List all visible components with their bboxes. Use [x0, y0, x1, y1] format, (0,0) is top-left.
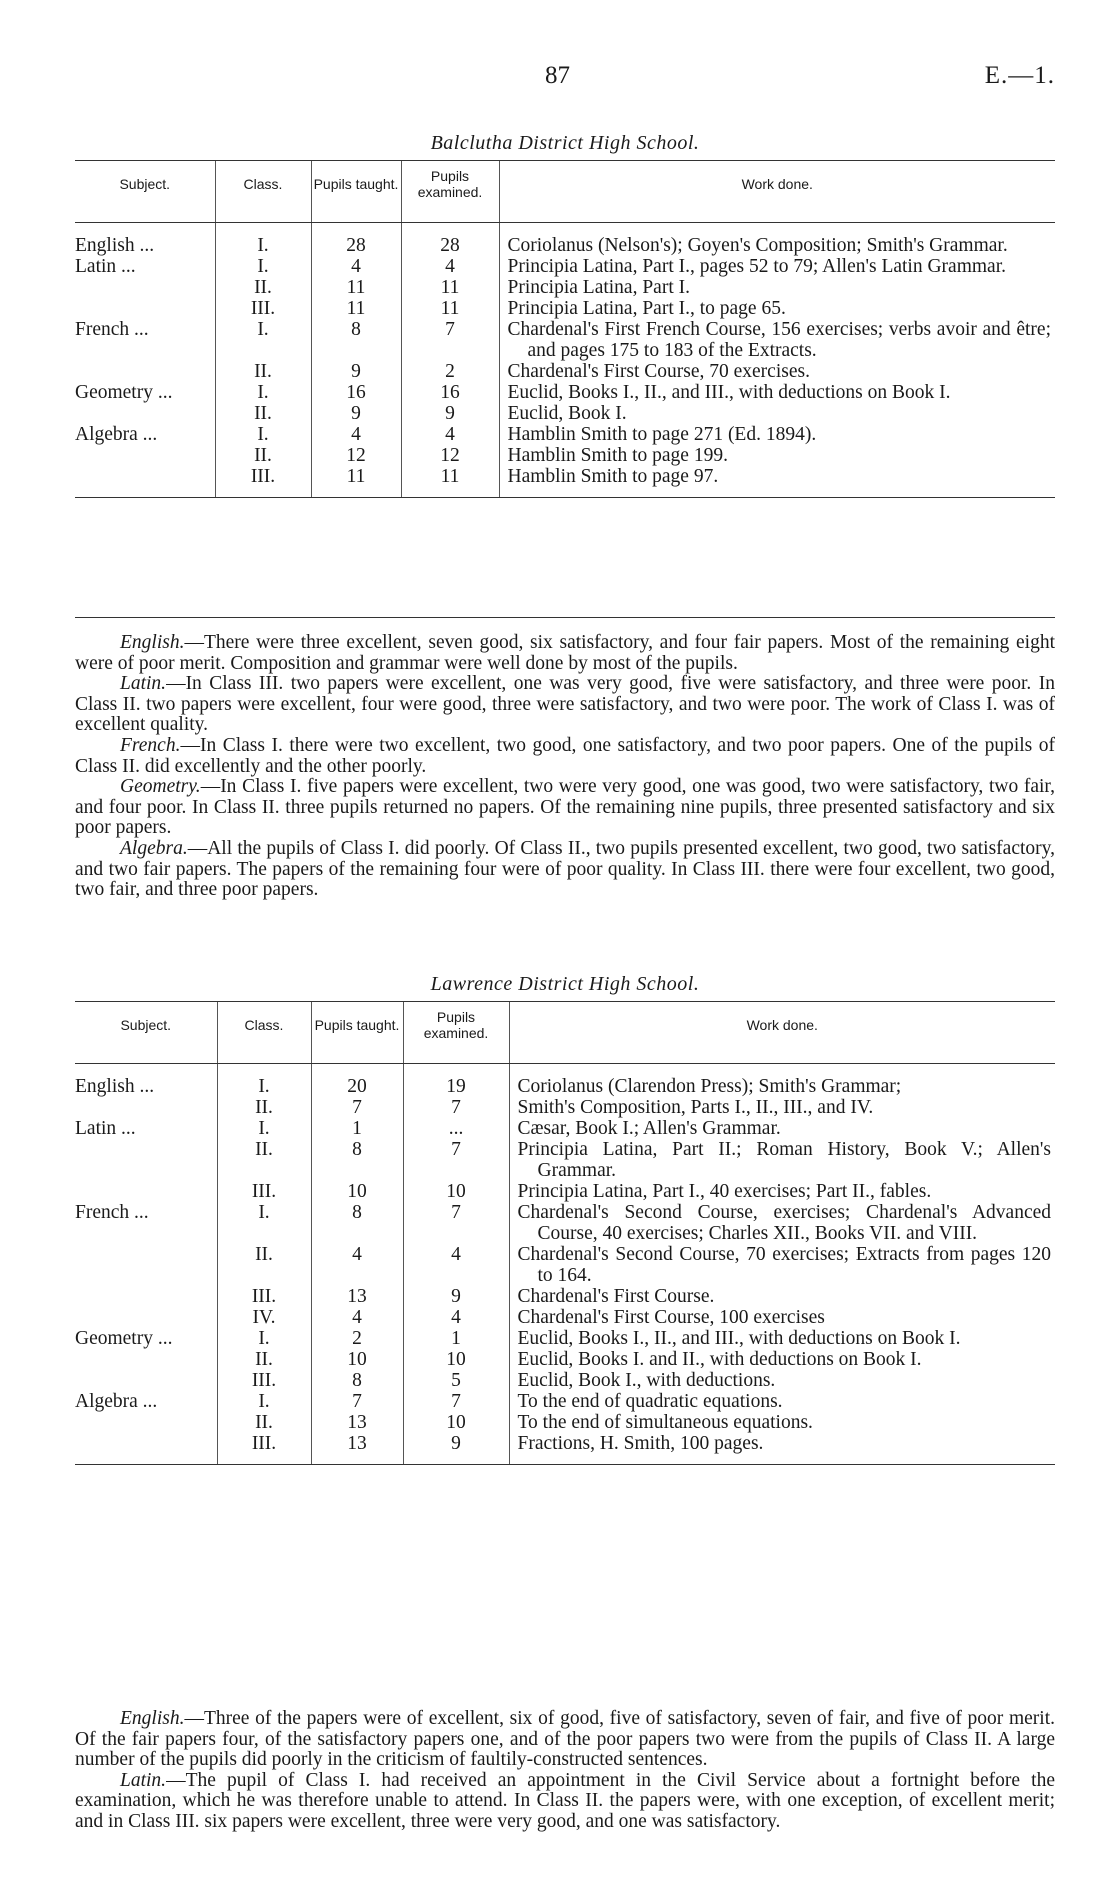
cell-class: III. [217, 1370, 311, 1391]
cell-class: I. [217, 1391, 311, 1412]
cell-subject [75, 1181, 217, 1202]
cell-pupils-taught: 11 [311, 277, 401, 298]
cell-subject [75, 403, 215, 424]
cell-pupils-taught: 10 [311, 1181, 403, 1202]
cell-pupils-taught: 8 [311, 319, 401, 361]
work-done-text: Chardenal's First French Course, 156 exercises; verbs avoir and être; and pages 175 to 183 of the Extracts. [507, 319, 1051, 361]
cell-pupils-examined: 2 [401, 361, 499, 382]
cell-class: I. [215, 382, 311, 403]
table-row [75, 319, 1055, 361]
remarks-lawrence [75, 1709, 1055, 1833]
cell-pupils-taught: 9 [311, 361, 401, 382]
cell-work-done [509, 1181, 1055, 1202]
work-done-text: Cæsar, Book I.; Allen's Grammar. [517, 1118, 781, 1139]
table-row [75, 424, 1055, 445]
work-done-text: Principia Latina, Part II.; Roman History, Book V.; Allen's Grammar. [517, 1139, 1051, 1181]
work-done-text: Euclid, Book I. [507, 403, 627, 424]
cell-pupils-taught: 7 [311, 1391, 403, 1412]
remark-subject-heading: Algebra. [120, 837, 188, 859]
document-reference: E.—1. [984, 62, 1055, 89]
table-row [75, 1118, 1055, 1139]
column-header-subject: Subject. [75, 1002, 217, 1064]
cell-subject: Geometry ... [75, 382, 173, 403]
cell-class: III. [215, 466, 311, 498]
table-row [75, 382, 1055, 403]
remark-subject-heading: Geometry. [120, 776, 201, 798]
cell-pupils-examined: 1 [403, 1328, 509, 1349]
table-row [75, 1244, 1055, 1286]
table-row [75, 1307, 1055, 1328]
table-row [75, 1202, 1055, 1244]
remark-paragraph [75, 674, 1055, 736]
cell-pupils-examined: 10 [403, 1349, 509, 1370]
cell-subject: English ... [75, 235, 155, 256]
remark-text: —The pupil of Class I. had received an appointment in the Civil Service about a fortnight before the examination, which he was therefore unable to attend. In Class II. the papers were, with one exception, of excellent merit; and in Class III. six papers were excellent, three were very good, and one was satisfactory. [75, 1769, 1055, 1832]
cell-work-done [509, 1307, 1055, 1328]
cell-class: III. [215, 298, 311, 319]
cell-class: III. [217, 1286, 311, 1307]
cell-pupils-examined: 9 [401, 403, 499, 424]
cell-pupils-examined: 11 [401, 298, 499, 319]
table-row [75, 277, 1055, 298]
cell-work-done [509, 1412, 1055, 1433]
table-row [75, 223, 1055, 257]
cell-pupils-taught: 8 [311, 1370, 403, 1391]
cell-pupils-examined: 28 [401, 223, 499, 257]
cell-work-done [509, 1349, 1055, 1370]
cell-pupils-taught: 28 [311, 223, 401, 257]
cell-pupils-taught: 10 [311, 1349, 403, 1370]
cell-class: II. [215, 361, 311, 382]
cell-work-done [499, 361, 1055, 382]
table-body [75, 223, 1055, 498]
cell-pupils-examined: 12 [401, 445, 499, 466]
column-header-subject: Subject. [75, 161, 215, 223]
column-header-pupils-taught: Pupils taught. [311, 161, 401, 223]
remark-paragraph [75, 633, 1055, 674]
cell-pupils-taught: 13 [311, 1286, 403, 1307]
cell-pupils-taught: 8 [311, 1202, 403, 1244]
cell-work-done [509, 1328, 1055, 1349]
remark-text: —In Class I. five papers were excellent, two were very good, one was good, two were satisfactory, two fair, and four poor. In Class II. three pupils returned no papers. Of the remaining nine pupils, three presented satisfactory and six poor papers. [75, 776, 1055, 839]
cell-work-done [499, 256, 1055, 277]
table-row [75, 1433, 1055, 1465]
cell-work-done [499, 277, 1055, 298]
work-done-text: To the end of simultaneous equations. [517, 1412, 813, 1433]
cell-work-done [509, 1370, 1055, 1391]
cell-class: I. [215, 223, 311, 257]
work-table-balclutha [75, 160, 1055, 498]
cell-pupils-examined: 7 [403, 1097, 509, 1118]
table-row [75, 298, 1055, 319]
cell-pupils-taught: 4 [311, 256, 401, 277]
cell-class: II. [215, 403, 311, 424]
cell-work-done [499, 466, 1055, 498]
table-header-row [75, 161, 1055, 223]
cell-pupils-examined: 10 [403, 1412, 509, 1433]
cell-work-done [509, 1139, 1055, 1181]
table-row [75, 403, 1055, 424]
cell-work-done [509, 1244, 1055, 1286]
cell-pupils-examined: 4 [401, 256, 499, 277]
cell-subject [75, 1244, 217, 1286]
cell-work-done [509, 1064, 1055, 1098]
work-done-text: Chardenal's First Course, 70 exercises. [507, 361, 810, 382]
cell-class: IV. [217, 1307, 311, 1328]
cell-pupils-taught: 8 [311, 1139, 403, 1181]
work-done-text: Principia Latina, Part I. [507, 277, 690, 298]
cell-pupils-examined: 19 [403, 1064, 509, 1098]
cell-pupils-taught: 7 [311, 1097, 403, 1118]
cell-work-done [499, 223, 1055, 257]
table-row [75, 1349, 1055, 1370]
cell-pupils-examined: 10 [403, 1181, 509, 1202]
table-row [75, 1286, 1055, 1307]
cell-pupils-examined: 7 [401, 319, 499, 361]
cell-work-done [509, 1391, 1055, 1412]
cell-work-done [509, 1118, 1055, 1139]
work-done-text: Coriolanus (Nelson's); Goyen's Composition; Smith's Grammar. [507, 235, 1008, 256]
cell-subject [75, 1307, 217, 1328]
cell-pupils-examined: 4 [403, 1307, 509, 1328]
table-row [75, 1412, 1055, 1433]
cell-work-done [499, 382, 1055, 403]
cell-subject [75, 277, 215, 298]
cell-pupils-examined: 4 [401, 424, 499, 445]
remark-text: —There were three excellent, seven good, six satisfactory, and four fair papers. Most of the remaining eight were of poor merit. Composition and grammar were well done by most of the pupils. [75, 632, 1055, 674]
cell-class: I. [217, 1118, 311, 1139]
cell-class: II. [217, 1412, 311, 1433]
cell-subject [75, 361, 215, 382]
remark-text: —In Class III. two papers were excellent, one was very good, five were satisfactory, and three were poor. In Class II. two papers were excellent, four were good, three were satisfactory, and two were poor. The work of Class I. was of excellent quality. [75, 673, 1055, 736]
cell-pupils-taught: 4 [311, 1244, 403, 1286]
cell-pupils-examined: 11 [401, 277, 499, 298]
cell-pupils-taught: 16 [311, 382, 401, 403]
work-done-text: Chardenal's Second Course, exercises; Chardenal's Advanced Course, 40 exercises; Charles XII., Books VII. and VIII. [517, 1202, 1051, 1244]
cell-subject: Algebra ... [75, 424, 158, 445]
page-number: 87 [545, 62, 570, 89]
table-row [75, 1328, 1055, 1349]
cell-work-done [509, 1433, 1055, 1465]
work-done-text: Coriolanus (Clarendon Press); Smith's Grammar; [517, 1076, 902, 1097]
cell-pupils-examined: ... [403, 1118, 509, 1139]
table-bottom-rule [75, 617, 1055, 618]
table-row [75, 1181, 1055, 1202]
table-row [75, 1097, 1055, 1118]
remark-paragraph [75, 1709, 1055, 1771]
cell-subject: French ... [75, 319, 149, 340]
remark-text: —In Class I. there were two excellent, two good, one satisfactory, and two poor papers. One of the pupils of Class II. did excellently and the other poorly. [75, 734, 1055, 777]
column-header-pupils-examined: Pupils examined. [401, 161, 499, 223]
cell-work-done [509, 1202, 1055, 1244]
work-done-text: Chardenal's First Course. [517, 1286, 715, 1307]
column-header-pupils-taught: Pupils taught. [311, 1002, 403, 1064]
table-header-row [75, 1002, 1055, 1064]
cell-class: II. [215, 277, 311, 298]
column-header-work-done: Work done. [509, 1002, 1055, 1064]
work-table-lawrence [75, 1001, 1055, 1465]
cell-subject [75, 1097, 217, 1118]
cell-subject [75, 1433, 217, 1465]
cell-class: I. [217, 1064, 311, 1098]
work-done-text: Principia Latina, Part I., pages 52 to 79; Allen's Latin Grammar. [507, 256, 1006, 277]
cell-class: II. [217, 1349, 311, 1370]
cell-subject [75, 1370, 217, 1391]
cell-class: II. [215, 445, 311, 466]
column-header-class: Class. [215, 161, 311, 223]
cell-work-done [509, 1097, 1055, 1118]
cell-subject: English ... [75, 1076, 155, 1097]
cell-pupils-examined: 7 [403, 1391, 509, 1412]
remark-subject-heading: English. [120, 632, 185, 653]
work-done-text: Principia Latina, Part I., to page 65. [507, 298, 786, 319]
cell-pupils-examined: 7 [403, 1139, 509, 1181]
cell-subject: Latin ... [75, 256, 136, 277]
cell-subject [75, 1139, 217, 1181]
cell-class: I. [215, 256, 311, 277]
cell-pupils-taught: 1 [311, 1118, 403, 1139]
cell-work-done [499, 424, 1055, 445]
cell-pupils-examined: 16 [401, 382, 499, 403]
table-row [75, 466, 1055, 498]
cell-subject [75, 445, 215, 466]
table-row [75, 256, 1055, 277]
work-done-text: Euclid, Books I., II., and III., with deductions on Book I. [517, 1328, 961, 1349]
work-done-text: Euclid, Books I. and II., with deductions on Book I. [517, 1349, 922, 1370]
cell-class: I. [215, 424, 311, 445]
cell-pupils-examined: 7 [403, 1202, 509, 1244]
cell-pupils-taught: 20 [311, 1064, 403, 1098]
cell-subject: Latin ... [75, 1118, 136, 1139]
cell-subject [75, 298, 215, 319]
cell-work-done [499, 445, 1055, 466]
cell-pupils-taught: 4 [311, 424, 401, 445]
school-title-lawrence: Lawrence District High School. [430, 973, 700, 995]
cell-class: II. [217, 1244, 311, 1286]
work-done-text: Chardenal's First Course, 100 exercises [517, 1307, 825, 1328]
work-done-text: Principia Latina, Part I., 40 exercises; Part II., fables. [517, 1181, 932, 1202]
cell-pupils-examined: 9 [403, 1286, 509, 1307]
cell-pupils-taught: 13 [311, 1412, 403, 1433]
cell-class: III. [217, 1181, 311, 1202]
cell-pupils-taught: 11 [311, 466, 401, 498]
remark-paragraph [75, 777, 1055, 839]
remark-text: —All the pupils of Class I. did poorly. Of Class II., two pupils presented excellent, two good, two satisfactory, and two fair papers. The papers of the remaining four were of poor quality. In Class III. there were four excellent, two good, two fair, and three poor papers. [75, 837, 1055, 901]
cell-work-done [499, 319, 1055, 361]
cell-pupils-examined: 11 [401, 466, 499, 498]
remark-text: —Three of the papers were of excellent, six of good, five of satisfactory, seven of fair, and five of poor merit. Of the fair papers four, of the satisfactory papers one, and of the poor papers two were from the pupils of Class II. A large number of the pupils did poorly in the criticism of faultily-constructed sentences. [75, 1708, 1055, 1771]
remark-paragraph [75, 839, 1055, 901]
cell-pupils-examined: 9 [403, 1433, 509, 1465]
work-done-text: Euclid, Book I., with deductions. [517, 1370, 776, 1391]
cell-subject [75, 1412, 217, 1433]
cell-class: II. [217, 1139, 311, 1181]
work-done-text: Smith's Composition, Parts I., II., III., and IV. [517, 1097, 874, 1118]
cell-class: I. [215, 319, 311, 361]
work-done-text: Fractions, H. Smith, 100 pages. [517, 1433, 764, 1454]
cell-class: II. [217, 1097, 311, 1118]
work-done-text: To the end of quadratic equations. [517, 1391, 783, 1412]
remarks-balclutha [75, 633, 1055, 901]
remark-subject-heading: Latin. [120, 673, 167, 695]
remark-subject-heading: Latin. [120, 1769, 167, 1791]
page-header [75, 62, 1055, 102]
cell-subject [75, 466, 215, 498]
cell-subject: Geometry ... [75, 1328, 173, 1349]
cell-class: I. [217, 1202, 311, 1244]
remark-paragraph [75, 736, 1055, 777]
work-done-text: Chardenal's Second Course, 70 exercises; Extracts from pages 120 to 164. [517, 1244, 1051, 1286]
school-title-balclutha: Balclutha District High School. [430, 132, 700, 154]
table-row [75, 1391, 1055, 1412]
cell-work-done [499, 403, 1055, 424]
remark-paragraph [75, 1771, 1055, 1833]
work-done-text: Hamblin Smith to page 97. [507, 466, 719, 487]
table-row [75, 1370, 1055, 1391]
cell-pupils-taught: 9 [311, 403, 401, 424]
cell-pupils-examined: 5 [403, 1370, 509, 1391]
table-body [75, 1064, 1055, 1465]
cell-subject: French ... [75, 1202, 149, 1223]
table-row [75, 361, 1055, 382]
cell-subject: Algebra ... [75, 1391, 158, 1412]
column-header-work-done: Work done. [499, 161, 1055, 223]
cell-work-done [499, 298, 1055, 319]
column-header-pupils-examined: Pupils examined. [403, 1002, 509, 1064]
work-done-text: Hamblin Smith to page 199. [507, 445, 728, 466]
column-header-class: Class. [217, 1002, 311, 1064]
cell-pupils-taught: 13 [311, 1433, 403, 1465]
cell-work-done [509, 1286, 1055, 1307]
cell-class: III. [217, 1433, 311, 1465]
table-row [75, 1064, 1055, 1098]
cell-pupils-taught: 4 [311, 1307, 403, 1328]
cell-subject [75, 1349, 217, 1370]
table-row [75, 445, 1055, 466]
cell-class: I. [217, 1328, 311, 1349]
cell-pupils-taught: 2 [311, 1328, 403, 1349]
cell-pupils-taught: 12 [311, 445, 401, 466]
remark-subject-heading: English. [120, 1708, 185, 1729]
table-row [75, 1139, 1055, 1181]
cell-subject [75, 1286, 217, 1307]
work-done-text: Euclid, Books I., II., and III., with deductions on Book I. [507, 382, 951, 403]
cell-pupils-examined: 4 [403, 1244, 509, 1286]
cell-pupils-taught: 11 [311, 298, 401, 319]
work-done-text: Hamblin Smith to page 271 (Ed. 1894). [507, 424, 817, 445]
remark-subject-heading: French. [120, 734, 181, 756]
